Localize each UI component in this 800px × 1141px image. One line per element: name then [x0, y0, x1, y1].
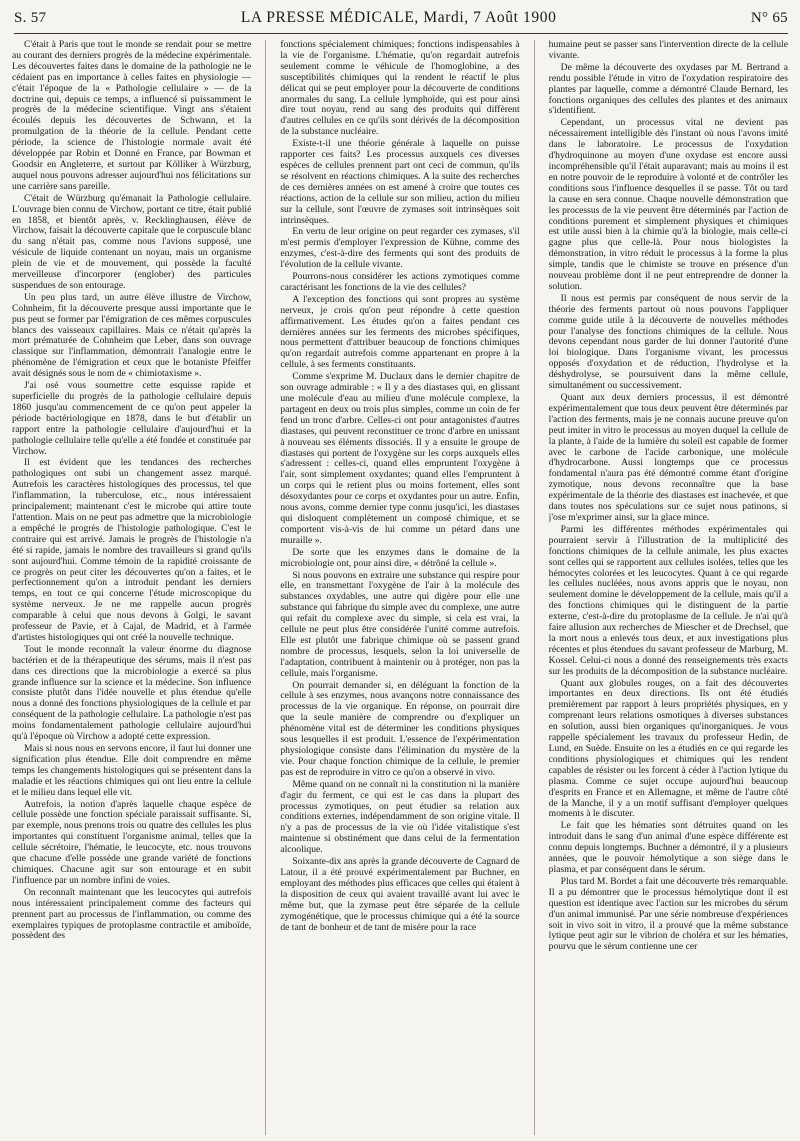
paragraph: Mais si nous nous en servons encore, il faut lui donner une signification plus étendue. Elle doit comprendre en même temps les changements histologiques qui se présentent dans la maladie et les réactions chimiques qui ont lieu entre la cellule et le milieu dans lequel elle vit. [12, 743, 252, 798]
text-columns [12, 40, 788, 1135]
column-divider [265, 40, 266, 1135]
paragraph: Comme s'exprime M. Duclaux dans le dernier chapitre de son ouvrage admirable : « Il y a des diastases qui, en glissant une molécule d'eau au milieu d'une molécule complexe, la partagent en deux ou trois plus simples, comme un coin de fer fend un tronc d'arbre. Celles-ci ont pour antagonistes d'autres diastases, qui peuvent reconstituer ce tronc d'arbre en unissant à nouveau ses éléments dissociés. Il y a ensuite le groupe de diastases qui portent de l'oxygène sur les corps auxquels elles s'adressent : celles-ci, quand elles empruntent l'oxygène à l'air, sont simplement oxydantes; quand elles l'empruntent à un corps qui le retient plus ou moins fortement, elles sont désoxydantes pour ce corps et oxydantes pour un autre. Enfin, nous avons, comme dernier type connu jusqu'ici, les diastases qui disloquent complètement un composé chimique, et se comportent vis-à-vis de lui comme un pétard dans une muraille ». [280, 371, 520, 546]
paragraph: Autrefois, la notion d'après laquelle chaque espèce de cellule possède une fonction spéciale paraissait suffisante. Si, par exemple, nous prenons trois ou quatre des cellules les plus importantes qui constituent l'organisme animal, telles que la cellule sécrétoire, l'hématie, le leucocyte, etc. nous trouvons que chacune d'elle possède une grande variété de fonctions chimiques. Chacune agit sur son entourage et en subit l'influence par un nombre infini de voies. [12, 798, 252, 886]
journal-title: LA PRESSE MÉDICALE, Mardi, 7 Août 1900 [240, 9, 557, 26]
paragraph: C'était à Paris que tout le monde se rendait pour se mettre au courant des derniers progrès de la médecine expérimentale. Les découvertes faites dans le domaine de la pathologie ne le cédaient pas en importance à celles faites en physiologie — c'était l'époque de la « Pathologie cellulaire » — de la doctrine qui, depuis ce temps, a influencé si puissamment le progrès de la médecine scientifique. Vingt ans s'étaient écoulés depuis les découvertes de Schwann, et la promulgation de la théorie de la cellule. Pendant cette période, la science de l'histologie normale avait été développée par Robin et Donné en France, par Bowman et Goodsir en Angleterre, et surtout par Kölliker à Würzburg, auquel nous pouvons adresser aujourd'hui nos félicitations sur une carrière sans pareille. [12, 40, 252, 192]
paragraph: On pourrait demander si, en déléguant la fonction de la cellule à ses enzymes, nous avançons notre connaissance des processus de la vie organique. En réponse, on pourrait dire que la seule manière de comprendre ou d'expliquer un phénomène vital est de déterminer les conditions physiques sous lesquelles il est produit. L'essence de l'expérimentation physiologique consiste dans l'élimination du mystère de la vie. Pour chaque fonction chimique de la cellule, le premier pas est de reproduire in vitro ce qu'on a observé in vivo. [280, 679, 520, 778]
paragraph: Tout le monde reconnaît la valeur énorme du diagnose bactérien et de la thérapeutique des sérums, mais il n'est pas dans ces directions que la microbiologie a exercé sa plus grande influence sur la science et la médecine. Son influence consiste plutôt dans l'idée nouvelle et plus étendue qu'elle nous a donné des fonctions physiologiques de la cellule et par conséquent de la pathologie cellulaire. La pathologie n'est pas moins fondamentalement pathologie cellulaire aujourd'hui qu'à l'époque où Virchow a adopté cette expression. [12, 643, 252, 743]
paragraph: Parmi les différentes méthodes expérimentales qui pourraient servir à l'illustration de la multiplicité des fonctions chimiques de la cellule animale, les plus exactes sont celles qui se rapportent aux cellules isolées, telles que les hémocytes colorées et les leucocytes. Quant à ce qui regarde les cellules nucléées, nous avons appris que le noyau, non seulement domine le développement de la cellule, mais qu'il a des fonctions chimiques qui le distinguent de la partie externe, c'est-à-dire du protoplasme de la cellule. Je n'ai qu'à faire allusion aux recherches de Miescher et de Drechsel, que la mort nous a enlevés tous deux, et aux investigations plus récentes et plus étendues du savant professeur de Marburg, M. Kossel. Celui-ci nous a donné des renseignements très exacts sur les produits de la décomposition de la substance nucléaire. [548, 523, 788, 677]
paragraph: Quant aux deux derniers processus, il est démontré expérimentalement que tous deux peuvent être déterminés par l'action des ferments, mais je ne connais aucune preuve qu'on peut imiter in vitro le processus au moyen duquel la cellule de la plante, à l'aide de la lumière du soleil est capable de former avec le carbone de l'acide carbonique, une molécule d'hydrocarbone. Aussi longtemps que ce processus fondamental n'aura pas été démontré comme étant d'origine zymotique, nous devons reconnaître que la base expérimentale de la théorie des diastases est inachevée, et que dans toutes nos spéculations sur ce sujet nous patinons, si j'ose m'exprimer ainsi, sur la glace mince. [548, 392, 788, 523]
issue-number: N° 65 [750, 9, 788, 26]
paragraph: Il est évident que les tendances des recherches pathologiques ont subi un changement assez marqué. Autrefois les caractères histologiques des processus, tel que l'inflammation, la tuberculose, etc., nous intéressaient principalement; maintenant c'est le microbe qui attire toute l'attention. Mais on ne peut pas admettre que la microbiologie a empêché le progrès de l'histologie pathologique. C'est le contraire qui est arrivé. Jamais le progrès de l'histologie n'a été si rapide, jamais le nombre des travailleurs si grand qu'ils sont aujourd'hui. Comme témoin de la rapidité croissante de ce progrès on peut citer les découvertes qu'on a faites, et le perfectionnement qu'on a introduit pendant les derniers temps, en tout ce qui concerne l'étude microscopique du système nerveux. Je ne me rappelle aucun progrès comparable à celui que nous devons à Golgi, le savant professeur de Pavie, et à Cajal, de Madrid, et à l'armée d'artistes histologiques qui ont créé la nouvelle technique. [12, 457, 252, 643]
paragraph: Soixante-dix ans après la grande découverte de Cagnard de Latour, il a été prouvé expérimentalement par Buchner, en employant des méthodes plus efficaces que celles qui étaient à la disposition de ceux qui avaient travaillé avant lui avec le même but, que la zymase peut être séparée de la cellule zymogénétique, que le processus chimique qui a été la source de tant de bonheur et de tant de misère pour la race [280, 856, 520, 933]
paragraph: En vertu de leur origine on peut regarder ces zymases, s'il m'est permis d'employer l'expression de Kühne, comme des enzymes, c'est-à-dire des ferments qui sont des produits de l'évolution de la cellule vivante. [280, 226, 520, 271]
paragraph: Si nous pouvons en extraire une substance qui respire pour elle, en transmettant l'oxygène de l'air à la molécule des substances oxydables, une autre qui digère pour elle une substance qui fabrique du simple avec du complexe, une autre qui refait du complexe avec du simple, si cela est vrai, la cellule ne peut plus être considérée l'unité comme autrefois. Elle est plutôt une fabrique chimique où se passent grand nombre de processus, lesquels, selon la loi universelle de l'adaptation, contribuent à maintenir ou à protéger, non pas la cellule, mais l'organisme. [280, 569, 520, 679]
paragraph: Le fait que les hématies sont détruites quand on les introduit dans le sang d'un animal d'une espèce différente est connu depuis longtemps. Buchner a démontré, il y a plusieurs années, que le pouvoir hémolytique a son siège dans le plasma, et par conséquent dans le sérum. [548, 820, 788, 875]
paragraph: humaine peut se passer sans l'intervention directe de la cellule vivante. [548, 40, 788, 61]
column-left [12, 40, 251, 1135]
header-rule [14, 33, 788, 34]
paragraph: Plus tard M. Bordet a fait une découverte très remarquable. Il a pu démontrer que le processus hémolytique dont il est question est identique avec l'action sur les microbes du sérum d'un animal immunisé. Par une série nombreuse d'expériences soit in vivo soit in vitro, il a prouvé que la même substance lytique peut agir sur le vibrion de choléra et sur les hématies, pourvu que le sérum contienne une cer [548, 875, 788, 953]
paragraph: J'ai osé vous soumettre cette esquisse rapide et superficielle du progrès de la pathologie cellulaire depuis 1860 jusqu'au commencement de ce qu'on peut appeler la période bactériologique en 1878, dans le but d'établir un rapport entre la pathologie cellulaire d'aujourd'hui et la pathologie cellulaire telle qu'elle a été fondée et constituée par Virchow. [12, 380, 252, 457]
column-divider [534, 40, 535, 1135]
paragraph: De même la découverte des oxydases par M. Bertrand a rendu possible l'étude in vitro de l'oxydation respiratoire des plantes par laquelle, comme a démontré Claude Bernard, les fonctions organiques des cellules des plantes et des animaux s'identifient. [548, 61, 788, 117]
paragraph: Cependant, un processus vital ne devient pas nécessairement intelligible dès l'instant où nous l'avons imité dans le laboratoire. Le processus de l'oxydation d'hydroquinone au moyen d'une oxydase est encore aussi incompréhensible qu'il l'était auparavant; mais au moins il est en notre pouvoir de le reproduire à volonté et de contrôler les conditions sous l'influence desquelles il se passe. Tôt ou tard la cause en sera connue. Chaque nouvelle démonstration que les processus de la vie peuvent être déterminés par l'action de conditions purement et simplement physiques et chimiques est utile aussi bien à la chimie qu'à la biologie, mais celle-ci gagne plus que celle-là. Pour nous biologistes la démonstration, in vitro réduit le processus à la forme la plus simple, tandis que le chimiste se trouve en présence d'un nouveau problème dont il ne peut entreprendre de donner la solution. [548, 117, 788, 292]
page-number: S. 57 [14, 9, 47, 26]
paragraph: Pourrons-nous considérer les actions zymotiques comme caractérisant les fonctions de la vie des cellules? [280, 271, 520, 293]
paragraph: Quant aux globules rouges, on a fait des découvertes importantes en deux directions. Ils ont été étudiés premièrement par rapport à leurs propriétés physiques, en y comprenant leurs relations osmotiques à diverses substances en solution, aussi bien organiques qu'inorganiques. Je vous rappelle spécialement les travaux du professeur Hedin, de Lund, en Suède. Ensuite on les a étudiés en ce qui regarde les conditions physiologiques et chimiques qui les rendent capables de résister ou les forcent à céder à l'action lytique du plasma. Comme ce sujet occupe aujourd'hui beaucoup d'esprits en France et en Allemagne, et même de l'autre côté de la Manche, il y a un motif suffisant d'employer quelques moments à le discuter. [548, 677, 788, 820]
paragraph: On reconnaît maintenant que les leucocytes qui autrefois nous intéressaient principalement comme des facteurs qui prennent part au processus de l'inflammation, ou comme des exemplaires typiques de protoplasme contractile et amiboïde, possèdent des [12, 886, 252, 942]
column-right [549, 40, 788, 1135]
paragraph: A l'exception des fonctions qui sont propres au système nerveux, je crois qu'on peut répondre à cette question affirmativement. Les études qu'on a faites pendant ces dernières années sur les ferments des microbes spécifiques, nous permettent d'attribuer beaucoup de fonctions chimiques qu'on regardait autrefois comme appartenant en propre à la cellule, à ses ferments constituants. [280, 293, 520, 371]
column-middle [280, 40, 519, 1135]
page-header [14, 6, 788, 30]
paragraph: Il nous est permis par conséquent de nous servir de la théorie des ferments partout où nous pouvons l'appliquer comme guide utile à la découverte de nouvelles méthodes pour l'analyse des fonctions chimiques de la cellule. Nous devons cependant nous garder de lui donner l'autorité d'une loi biologique. Dans l'organisme vivant, les processus opposés d'oxydation et de réduction, l'hydrolyse et la déshydrolyse, se poursuivent dans la même cellule, simultanément ou successivement. [548, 292, 788, 392]
paragraph: Existe-t-il une théorie générale à laquelle on puisse rapporter ces faits? Les processus auxquels ces diverses espèces de cellules prennent part ont ceci de commun, qu'ils se résolvent en réactions chimiques. A la suite des recherches de ces dernières années on est amené à croire que toutes ces réactions, action de la cellule sur son milieu, action du milieu sur la cellule, sont l'œuvre de zymases soit intrinsèques soit intrinsèques. [280, 138, 520, 226]
paragraph: Même quand on ne connaît ni la constitution ni la manière d'agir du ferment, ce qui est le cas dans la plupart des processus zymotiques, on peut étudier sa relation aux conditions externes, indépendamment de son origine vitale. Il n'y a pas de processus de la vie où l'idée vitalistique s'est maintenue si obstinément que dans celui de la fermentation alcoolique. [280, 778, 520, 856]
paragraph: fonctions spécialement chimiques; fonctions indispensables à la vie de l'organisme. L'hématie, qu'on regardait autrefois seulement comme le véhicule de l'homoglobine, a des susceptibilités chimiques qui la rendent le réactif le plus délicat qui se peut employer pour la découverte de conditions anormales du sang. La cellule lymphoïde, qui est pour ainsi dire tout noyau, rend au sang des produits qui diffèrent d'autres cellules en ce qu'ils sont dérivés de la décomposition de la substance nucléaire. [280, 40, 520, 138]
paragraph: C'était de Würzburg qu'émanait la Pathologie cellulaire. L'ouvrage bien connu de Virchow, portant ce titre, était publié en 1858, et bientôt après, v. Recklinghausen, élève de Virchow, faisait la découverte capitale que le corpuscule blanc du sang n'était pas, comme nous l'avions supposé, une vésicule de liquide contenant un noyau, mais un organisme plein de vie et de mouvement, qui possède la faculté merveilleuse d'incorporer (englober) des particules suspendues de son entourage. [12, 192, 252, 291]
paragraph: De sorte que les enzymes dans le domaine de la microbiologie ont, pour ainsi dire, « détrôné la cellule ». [280, 546, 520, 569]
paragraph: Un peu plus tard, un autre élève illustre de Virchow, Cohnheim, fit la découverte presque aussi importante que le pus peut se former par l'émigration de ces mêmes corpuscules blancs des vaisseaux capillaires. Mais ce n'était qu'après la mort prématurée de Cohnheim que Leber, dans son ouvrage classique sur l'inflammation, démontrait l'analogie entre le phénomène de l'émigration et ceux que le botaniste Pfeiffer avait désignés sous le nom de « chimiotaxisme ». [12, 291, 252, 380]
